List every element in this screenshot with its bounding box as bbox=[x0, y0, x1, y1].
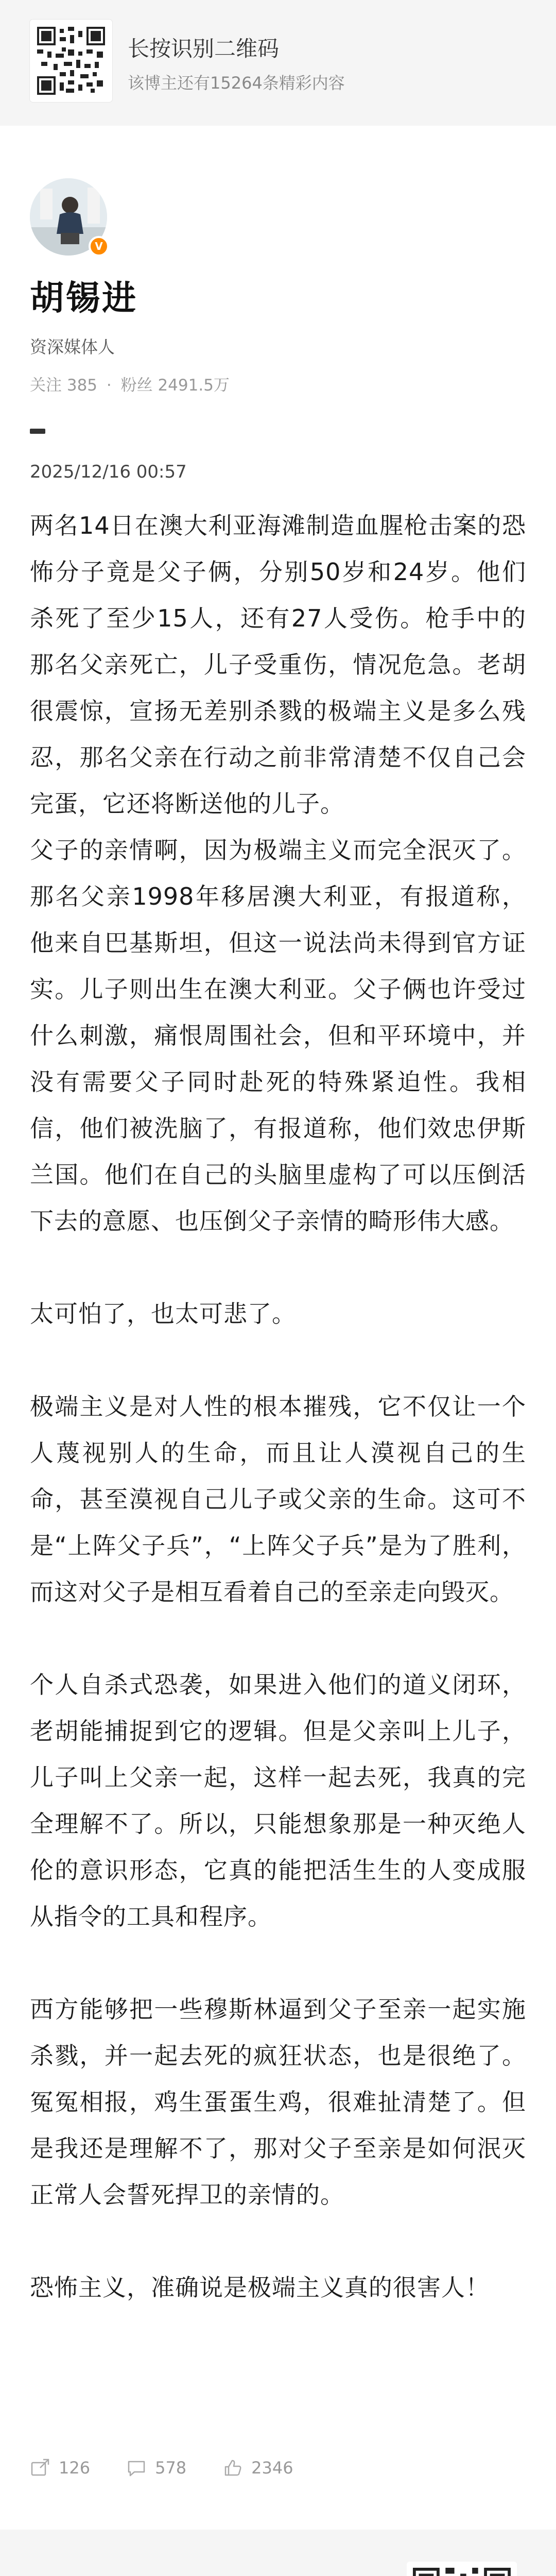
paragraph: 太可怕了，也太可悲了。 bbox=[30, 1300, 296, 1328]
repost-button[interactable] bbox=[30, 2458, 90, 2478]
top-qr-banner bbox=[0, 0, 556, 126]
comment-icon bbox=[126, 2458, 147, 2478]
paragraph: 极端主义是对人性的根本摧残，它不仅让一个人蔑视别人的生命，而且让人漠视自己的生命，甚至漠视自己儿子或父亲的生命。这可不是“上阵父子兵”，“上阵父子兵”是为了胜利，而这对父子是相互看着自己的至亲走向毁灭。 bbox=[30, 1393, 526, 1606]
banner-subtitle: 该博主还有15264条精彩内容 bbox=[128, 73, 345, 93]
paragraph: 个人自杀式恐袭，如果进入他们的道义闭环，老胡能捕捉到它的逻辑。但是父亲叫上儿子，儿子叫上父亲一起，这样一起去死，我真的完全理解不了。所以，只能想象那是一种灭绝人伦的意识形态，它真的能把活生生的人变成服从指令的工具和程序。 bbox=[30, 1671, 526, 1930]
banner-title: 长按识别二维码 bbox=[128, 36, 280, 61]
author-title: 资深媒体人 bbox=[30, 337, 115, 357]
comment-button[interactable] bbox=[126, 2458, 186, 2478]
post-time: 2025/12/16 00:57 bbox=[30, 462, 187, 482]
bottom-qr-code-icon[interactable] bbox=[407, 2562, 517, 2576]
paragraph: 西方能够把一些穆斯林逼到父子至亲一起实施杀戮，并一起去死的疯狂状态，也是很绝了。冤冤相报，鸡生蛋蛋生鸡，很难扯清楚了。但是我还是理解不了，那对父子至亲是如何泯灭正常人会誓死捍卫的亲情的。 bbox=[30, 1995, 526, 2209]
like-button[interactable] bbox=[222, 2458, 293, 2478]
fans-count: 粉丝 2491.5万 bbox=[120, 376, 230, 395]
bottom-qr-banner bbox=[0, 2530, 556, 2576]
like-icon bbox=[222, 2458, 243, 2478]
action-bar bbox=[30, 2452, 329, 2483]
verified-badge-icon: V bbox=[89, 236, 109, 257]
author-stats bbox=[30, 372, 234, 395]
repost-icon bbox=[30, 2458, 50, 2478]
repost-count: 126 bbox=[59, 2458, 91, 2478]
comment-count: 578 bbox=[155, 2458, 187, 2478]
follow-count: 关注 385 bbox=[30, 376, 98, 395]
post-body bbox=[30, 502, 526, 2311]
qr-code-icon[interactable] bbox=[30, 20, 112, 102]
divider-dot: · bbox=[106, 376, 112, 395]
section-divider bbox=[30, 429, 45, 434]
author-name[interactable]: 胡锡进 bbox=[30, 278, 138, 318]
paragraph: 恐怖主义，准确说是极端主义真的很害人！ bbox=[30, 2274, 490, 2301]
paragraph: 两名14日在澳大利亚海滩制造血腥枪击案的恐怖分子竟是父子俩，分别50岁和24岁。他们杀死了至少15人，还有27人受伤。枪手中的那名父亲死亡，儿子受重伤，情况危急。老胡很震惊，宣扬无差别杀戮的极端主义是多么残忍，那名父亲在行动之前非常清楚不仅自己会完蛋，它还将断送他的儿子。 bbox=[30, 512, 526, 818]
like-count: 2346 bbox=[251, 2458, 293, 2478]
paragraph: 父子的亲情啊，因为极端主义而完全泯灭了。那名父亲1998年移居澳大利亚，有报道称，他来自巴基斯坦，但这一说法尚未得到官方证实。儿子则出生在澳大利亚。父子俩也许受过什么刺激，痛恨周围社会，但和平环境中，并没有需要父子同时赴死的特殊紧迫性。我相信，他们被洗脑了，有报道称，他们效忠伊斯兰国。他们在自己的头脑里虚构了可以压倒活下去的意愿、也压倒父子亲情的畸形伟大感。 bbox=[30, 836, 526, 1235]
